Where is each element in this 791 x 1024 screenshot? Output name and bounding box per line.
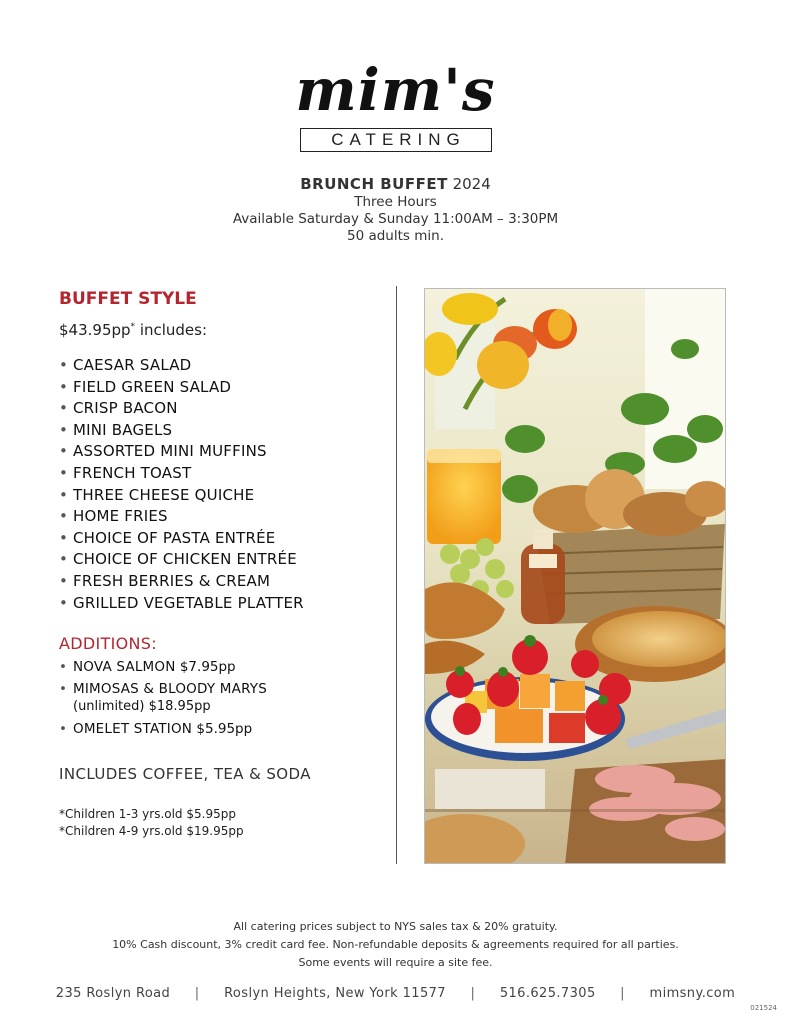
addition-price: $18.95pp: [148, 699, 211, 715]
addition-name: NOVA SALMON: [73, 659, 176, 676]
contact-website: mimsny.com: [649, 986, 736, 1001]
separator: |: [470, 986, 476, 1001]
separator: |: [620, 986, 625, 1001]
buffet-price: [59, 316, 379, 341]
list-item: • FRESH BERRIES & CREAM: [59, 571, 379, 593]
logo: [0, 58, 791, 152]
menu-title: [0, 174, 791, 194]
logo-catering-box: CATERING: [300, 128, 492, 152]
menu-title-bold: BRUNCH BUFFET: [300, 175, 448, 193]
addition-price: $5.95pp: [196, 721, 253, 738]
addition-item: [59, 720, 379, 738]
list-item: • FIELD GREEN SALAD: [59, 377, 379, 399]
list-item: • MINI BAGELS: [59, 420, 379, 442]
brunch-spread-photo: [424, 288, 726, 864]
list-item: • CRISP BACON: [59, 398, 379, 420]
duration: Three Hours: [354, 194, 437, 210]
addition-item: [59, 680, 379, 716]
list-item: • ASSORTED MINI MUFFINS: [59, 441, 379, 463]
terms-line: Some events will require a site fee.: [298, 956, 493, 969]
buffet-items-list: [59, 355, 379, 614]
terms-line: All catering prices subject to NYS sales tax & 20% gratuity.: [233, 920, 558, 933]
menu-column: [59, 288, 379, 840]
document-code: 021524: [750, 1004, 777, 1012]
minimum-guests: 50 adults min.: [347, 228, 444, 244]
list-item: • FRENCH TOAST: [59, 463, 379, 485]
list-item: • GRILLED VEGETABLE PLATTER: [59, 593, 379, 615]
contact-city: Roslyn Heights, New York 11577: [224, 986, 446, 1001]
addition-item: [59, 658, 379, 676]
children-pricing: [59, 806, 379, 840]
contact-phone: 516.625.7305: [499, 986, 596, 1001]
list-item: • THREE CHEESE QUICHE: [59, 485, 379, 507]
includes-drinks: INCLUDES COFFEE, TEA & SODA: [59, 765, 311, 784]
list-item: • CHOICE OF PASTA ENTRÉE: [59, 528, 379, 550]
contact-bar: [0, 986, 791, 1001]
addition-note: (unlimited): [73, 699, 145, 715]
list-item: • CAESAR SALAD: [59, 355, 379, 377]
menu-title-year: 2024: [452, 175, 491, 193]
addition-price: $7.95pp: [179, 659, 236, 676]
additions-title: ADDITIONS:: [59, 634, 157, 654]
terms-line: 10% Cash discount, 3% credit card fee. Non-refundable deposits & agreements required for all parties.: [112, 938, 679, 951]
column-divider: [396, 286, 397, 864]
buffet-style-title: BUFFET STYLE: [59, 289, 197, 309]
separator: |: [194, 986, 200, 1001]
children-price-line: *Children 1-3 yrs.old $5.95pp: [59, 807, 236, 822]
price-asterisk: *: [130, 322, 136, 332]
availability: Available Saturday & Sunday 11:00AM – 3:30PM: [232, 211, 559, 227]
list-item: • CHOICE OF CHICKEN ENTRÉE: [59, 549, 379, 571]
contact-address: 235 Roslyn Road: [55, 986, 171, 1001]
logo-script: mim's: [295, 56, 496, 124]
list-item: • HOME FRIES: [59, 506, 379, 528]
children-price-line: *Children 4-9 yrs.old $19.95pp: [59, 824, 244, 839]
includes-label: includes:: [139, 321, 208, 339]
addition-name: MIMOSAS & BLOODY MARYS: [73, 681, 267, 698]
menu-header: [0, 174, 791, 245]
buffet-price-value: $43.95pp: [59, 321, 131, 339]
addition-name: OMELET STATION: [73, 721, 193, 738]
additions-list: [59, 658, 379, 738]
footer-terms: [0, 918, 791, 972]
